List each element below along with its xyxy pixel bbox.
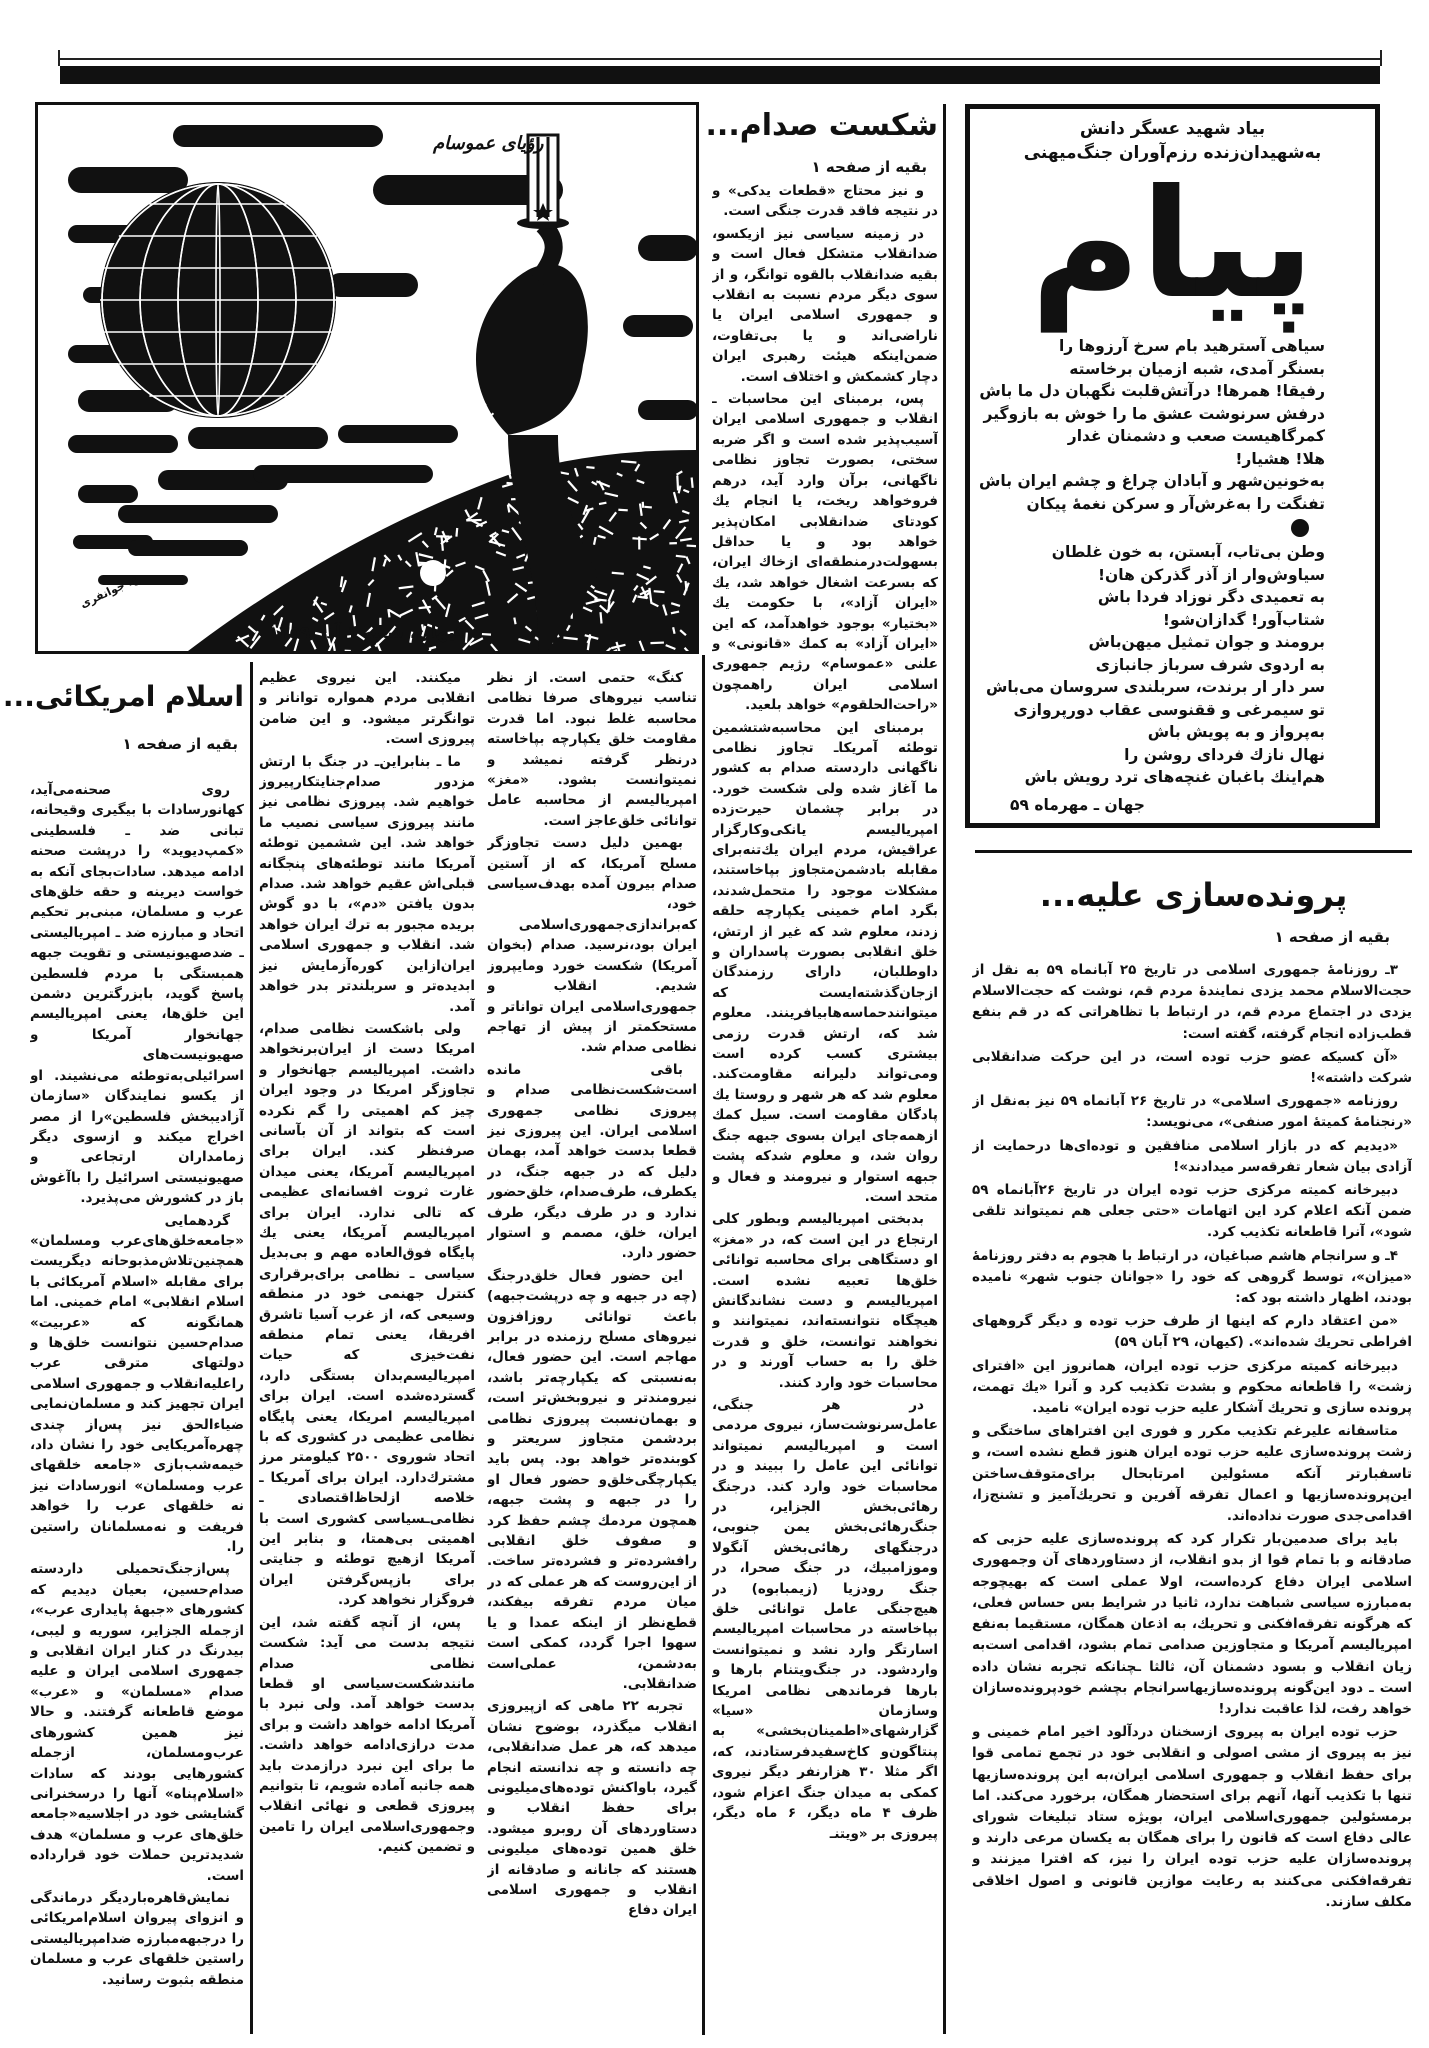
article-column [712,181,938,2036]
article-paragraph: دبیرخانه کمیته مرکزی حزب توده ایران، همانروز این «افترای زشت» را قاطعانه محکوم و بشدت تکذیب کرد و آنرا «یك تهمت، پرونده سازی و تحریك آشکار علیه حزب توده ایران» نامید. [972,1357,1412,1417]
skull-icon [420,560,446,586]
poem-line: هم‌اینك باغبان غنچه‌های ترد رویش باش [1024,768,1325,786]
continued-label: بقیه از صفحه ۱ [122,735,238,753]
article-title-parvandeh: پرونده‌سازی علیه... [1039,876,1348,914]
poem-line: درفش سرنوشت عشق ما را خوش به بازوگیر [983,404,1325,423]
article-paragraph: پس‌ازجنگ‌تحمیلی داردسته صدام‌حسین، بعیان دیدیم که کشورهای «جبههٔ پایداری عرب»، ازجمله الجزایر، سوریه و لیبی، بیدرنگ در کنار ایران انقلابی و جمهوری اسلامی ایران و علیه صدام «مسلمان» و «عرب» موضع قاطعانه گرفتند. و حالا نیز همین کشورهای عرب‌ومسلمان، ازجمله کشورهایی بودند که سادات «اسلام‌پناه» آنها را درسخنرانی گشایشی خود در اجلاسیه‌«جامعه خلق‌های عرب و مسلمان» هدف شدیدترین حملات خود قرارداده است. [30,1561,244,1884]
article-column [487,668,697,2036]
bone-mark [441,535,442,550]
article-paragraph: بدبختی امپریالیسم وبطور کلی ارتجاع در این است که، در «مغز» او دستگاهی برای محاسبه توانائی خلق‌ها تعبیه نشده است. امپریالیسم و دست نشاندگانش هیچگاه نتوانسته‌اند، نمیتوانند و نخواهند توانست، خلق و قدرت خلق را به حساب آورند و در محاسبات خود وارد کنند. [712,1211,938,1391]
bone-mark [676,556,686,557]
article-paragraph: «آن کسیکه عضو حزب توده است، در این حرکت ضدانقلابی شرکت داشته»! [972,1048,1412,1087]
column-rule [250,662,253,2034]
article-title-shekast: شکست صدام... [705,108,938,143]
bone-mark [692,477,693,487]
article-paragraph: «من اعتقاد دارم که اینها از طرف حزب توده و دیگر گروههای افراطی تحریك شده‌اند». (کیهان، ۲۹ آبان ۵۹) [972,1313,1412,1351]
article-paragraph: در هر جنگی، عامل‌سرنوشت‌ساز، نیروی مردمی است و امپریالیسم نمیتواند توانائی این عامل را ببیند و در محاسبات خود وارد کند. درجنگ رهائی‌بخش الجزایر، در جنگ‌رهائی‌بخش یمن جنوبی، درجنگهای رهائی‌بخش آنگولا وموزامبیك، در جنگ صحرا، در جنگ رودزیا (زیمبابوه) در هیچ‌جنگی عامل توانائی خلق بپاخاسته در محاسبات امپریالیسم اسارتگر وارد نشد و نمیتوانست واردشود. در جنگ‌ویتنام بارها و بارها فرماندهی نظامی امریکا وسازمان «سیا» گزارشهای«اطمینان‌بخشی» به پنتاگون‌و کاخ‌سفیدفرستادند، که، اگر مثلا ۳۰ هزارنفر دیگر نیروی کمکی به میدان جنگ اعزام شود، ظرف ۴ ماه دیگر، ۶ ماه دیگر، پیروزی بر «ویتنـ [712,1396,938,1842]
article-paragraph: «دیدیم که در بازار اسلامی منافقین و توده‌ای‌ها درحمایت از آزادی بیان شعار تفرقه‌سر میدادند»! [972,1137,1412,1175]
bone-mark [632,538,646,539]
bone-mark [654,591,665,592]
bone-mark [388,609,389,617]
article-column [30,780,244,2036]
cloud-shape [128,540,248,556]
cloud-shape [173,125,383,147]
article-paragraph: پس، از آنچه گفته شد، این نتیجه بدست می آید: شکست نظامی صدام مانندشکست‌سیاسی او قطعا بدست خواهد آمد. ولی نبرد با آمریکا ادامه خواهد داشت و برای مدت درازی‌ادامه خواهد داشت. ما برای این نبرد درازمدت باید همه جانبه آماده شویم، تا بتوانیم پیروزی قطعی و نهائی انقلاب وجمهوری‌اسلامی ایران را تامین و تضمین کنیم. [259,1614,475,1856]
column-rule [943,104,946,2034]
article-paragraph: این حضور فعال خلق‌درجنگ (چه در جبهه و چه درپشت‌جبهه) باعث توانائی روزافزون نیروهای مسلح رزمنده در برابر مهاجم است. این حضور فعال، به‌نسبتی که یکپارچه‌تر باشد، نیرومندتر و نیروبخش‌تر است، و بهمان‌نسبت پیروزی نظامی بردشمن متجاوز سریعتر و کوبنده‌تر خواهد بود. پس باید یکپارچگی‌خلق‌و حضور فعال او را در جبهه و پشت جبهه، همچون مردمك چشم حفظ کرد و صفوف خلق انقلابی رافشرده‌تر و فشرده‌تر ساخت. از این‌روست که هر عملی که در میان مردم تفرقه بیفکند، قطع‌نظر از اینکه عمدا و یا سهوا اجرا گردد، کمکی است به‌دشمن، عملی‌است ضدانقلابی. [487,1267,697,1692]
poem-dedication-2: به‌شهیدان‌زنده رزم‌آوران جنگ‌میهنی [1023,143,1322,163]
article-paragraph: میکنند. این نیروی عظیم انقلابی مردم همواره توانانر و توانگرتر میشود. و این ضامن پیروزی است. [259,670,475,748]
bone-mark [341,576,343,587]
article-paragraph: بهمین دلیل دست تجاوزگر مسلح آمریکا، که از آستین صدام بیرون آمده بهدف‌سیاسی خود، که‌براندازی‌جمهوری‌اسلامی ایران بود،نرسید. صدام (بخوان آمریکا) شکست خورد ومایپروز شدیم. انقلاب و جمهوری‌اسلامی ایران تواناتر و مستحکمتر از پیش از تهاجم نظامی صدام شد. [487,835,697,1056]
article-paragraph: گردهمایی «جامعه‌خلق‌های‌عرب ومسلمان» همچنین‌تلاش‌مذبوحانه دیگریست برای مقابله «اسلام آمریکائی با اسلام انقلابی» امام خمینی. اما همانگونه که «عربیت» صدام‌حسین نتوانست خلق‌ها و دولتهای مترقی عرب راعلیه‌انقلاب و جمهوری اسلامی ایران تجهیز کند و مسلمان‌نمایی ضیاءالحق نیز پس‌از چندی چهره‌آمریکایی خود را نشان داد، خیمه‌شب‌بازی «جامعه خلقهای عرب ومسلمان» انورسادات نیز نه خلقهای عرب را خواهد فریفت و نه‌مسلمانان راستین را. [30,1212,244,1556]
cartoon-title: رؤیای عموسام [433,133,544,154]
cloud-shape [253,465,433,483]
poem-line: کمرگاهیست صعب و دشمنان غدار [1067,427,1325,445]
bone-mark [687,546,696,547]
article-paragraph: تجربه ۲۲ ماهی که ازپیروزی انقلاب میگذرد، بوضوح نشان میدهد که، هر عمل ضدانقلابی، چه دانسته و چه ندانسته انجام گیرد، باواکنش توده‌های‌میلیونی برای حفظ انقلاب و دستاوردهای آن روبرو میشود. خلق همین توده‌های میلیونی هستند که جانانه و صادقانه از انقلاب و جمهوری اسلامی ایران دفاع [487,1698,697,1919]
article-title-eslam: اسلام امریکائی... [2,680,244,713]
poem-line: تفنگت را به‌غرش‌آر و سرکن نغمهٔ پیکان [1026,494,1325,513]
bone-mark [677,476,678,491]
poem-stanza-2 [986,541,1325,789]
article-paragraph: نمایش‌قاهره‌باردیگر درماندگی و انزوای پیروان اسلام‌امریکائی را درجبهه‌مبارزه ضدامپریالیستی راستین خلقهای عرب و مسلمان منطقه بثبوت رسانید. [30,1889,244,1988]
poem-box [965,104,1380,828]
bone-mark [621,461,636,462]
poem-line: رفیقا! همرها! درآتش‌قلبت نگهبان دل ما باش [979,382,1325,400]
figure-neck [538,225,554,280]
header-rule [58,58,1382,60]
cloud-shape [328,273,418,297]
cloud-shape [68,435,178,453]
article-paragraph: روزنامه «جمهوری اسلامی» در تاریخ ۲۶ آبانماه ۵۹ نیز به‌نقل از «رنجنامهٔ کمیتهٔ امور صنفی»، می‌نویسد: [972,1093,1412,1131]
poem-line: سر دار ار برندت، سربلندی سروسان می‌باش [985,678,1325,696]
continued-label: بقیه از صفحه ۱ [1274,928,1390,946]
article-column [259,668,475,2036]
header-rule-right [1380,50,1382,66]
continued-label: بقیه از صفحه ۱ [811,158,927,176]
bone-mark [618,510,627,511]
bone-mark [594,599,606,600]
cloud-shape [638,235,696,261]
header-rule-left [58,50,60,66]
article-paragraph: و نیز محتاج «قطعات یدکی» و در نتیجه فاقد قدرت جنگی است. [712,183,938,220]
poem-line: برومند و جوان تمثیل میهن‌باش [1088,633,1325,651]
article-paragraph: روی صحنه‌می‌آید، کهانورسادات با بیگیری وقیحانه، تبانی ضد ـ فلسطینی «کمپ‌دیوید» را درپشت صحنه ادامه میدهد. سادات‌بجای آنکه به خواست دیرینه و حقه خلق‌های عرب و مسلمان، مبنی‌بر تحکیم اتحاد و مبارزه ضد ـ امپریالیستی ـ ضدصهیونیستی و تقویت جبهه همبستگی با مردم فلسطین پاسخ گوید، بابزرگترین دشمن این خلق‌ها، یعنی امپریالیسم جهانخوار آمریکا و صهیونیست‌های اسرائیلی‌به‌توطئه می‌نشیند. او از یکسو نمایندگان «سازمان آزادیبخش فلسطین»را از مصر اخراج میکند و ازسوی دیگر زمامداران ارتجاعی و صهیونیستی اسرائیل را باآغوش باز در کشورش می‌پذیرد. [30,782,244,1207]
poem-title: پیام [1030,158,1315,332]
bone-mark [686,581,687,591]
article-paragraph: ۳ـ روزنامهٔ جمهوری اسلامی در تاریخ ۲۵ آبانماه ۵۹ به نقل از حجت‌الاسلام محمد یزدی نمایندهٔ مردم قم، نوشت که حجت‌الاسلام یزدی در اجتماع مردم قم، در ارتباط با تظاهراتی که در قم بنفع قطب‌زاده انجام گرفته، گفته است: [972,962,1412,1042]
figure-sack [476,264,588,435]
poem-line: سیاهی آسترهید بام سرخ آرزوها را [1058,337,1325,355]
bone-mark [508,505,509,513]
globe-icon [100,182,336,418]
article-paragraph: در زمینه سیاسی نیز ازیکسو، ضدانقلاب متشکل فعال است و بقیه ضدانقلاب بالقوه توانگر، و از سوی دیگر مردم نسبت به انقلاب و جمهوری اسلامی ایران یا ناراضی‌اند و یا بی‌تفاوت، ضمن‌اینکه هیئت رهبری ایران دچار کشمکش و اختلاف است. [712,225,938,385]
poem-source: جهان ـ مهرماه ۵۹ [1010,796,1145,814]
poem-line: هلا! هشیار! [1235,449,1325,468]
poem-line: به‌پرواز و به پویش باش [1147,723,1325,741]
bone-mark [456,528,457,537]
poem-line: نهال نازك فردای روشن را [1124,745,1325,764]
article-paragraph: پس، برمبنای این محاسبات ـ انقلاب و جمهوری اسلامی ایران آسیب‌پذیر شده است و اگر ضربه سختی، بصورت تجاوز نظامی ناگهانی، برآن وارد آید، درهم فروخواهد ریخت، یا انجام یك کودتای ضدانقلابی امکان‌پذیر خواهد بود و یا حداقل بسهولت‌درمنطقه‌ای ازخاك ایران، که بسرعت اشغال خواهد شد، یك «ایران آزاد»، با حکومت یك «بختیار» بوجود خواهدآمد، که این «ایران آزاد» به کمك «قانونی» و علنی «عموسام» رژیم جمهوری اسلامی ایران راهمچون «راحت‌الحلقوم» خواهد بلعید. [712,391,938,714]
poem-line: به‌خونین‌شهر و آبادان چراغ و چشم ایران باش [979,472,1325,490]
bullet-icon [1291,519,1309,537]
header-bar [60,66,1380,84]
cartoon-caption: کیهان، شنبه ۱ آذر ۱۳۵۹ [268,623,466,643]
cloud-shape [118,505,278,523]
bone-mark [586,467,594,468]
poem-line: سیاوش‌وار از آذر گذرکن هان! [1097,565,1325,584]
article-paragraph: باقی مانده است‌شکست‌نظامی صدام و پیروزی نظامی جمهوری اسلامی ایران. این پیروزی نیز قطعا بدست خواهد آمد، بهمان دلیل که در جبهه جنگ، در یکطرف، طرف‌صدام، خلق‌حضور ندارد و در طرف دیگر، طرف ایران، خلق، مصمم و استوار حضور دارد. [487,1061,697,1262]
cartoon-signature: ع. جوانفری [78,572,141,611]
poem-line: بسنگر آمدی، شبه ازمیان برخاسته [1069,359,1325,378]
cartoon-box [35,102,699,654]
article-paragraph: ولی باشکست نظامی صدام، امریکا دست از ایران‌برنخواهد داشت. امپریالیسم جهانخوار و تجاوزگر امریکا در وجود ایران چیز کم اهمیتی را گم نکرده است که بتواند از آن بآسانی صرفنظر کند. ایران برای امپریالیسم آمریکا، یعنی میدان غارت ثروت افسانه‌ای عظیمی که تالی ندارد. ایران برای امپریالیسم آمریکا، یعنی یك پایگاه فوق‌العاده مهم و بی‌بدیل سیاسی ـ نظامی برای‌برقراری کنترل جهنمی خود در منطقه وسیعی که، از غرب آسیا تاشرق افریقا، یعنی تمام منطقه نفت‌خیزی که حیات امپریالیسم‌بدان بستگی دارد، گسترده‌شده است. ایران برای امپریالیسم امریکا، یعنی پایگاه نظامی عظیمی در کشوری که با اتحاد شوروی ۲۵۰۰ کیلومتر مرز مشترك‌دارد. ایران برای آمریکا ـ خلاصه‌ ازلحاظ‌اقتصادی ـ نظامی‌ـسیاسی کشوری است با اهمیتی بی‌همتا، و بنابر این آمریکا ازهیچ توطئه و جنایتی برای بازپس‌گرفتن ایران فروگزار نخواهد کرد. [259,1020,475,1609]
cloud-shape [68,167,188,193]
article-paragraph: ۴ـ و سرانجام هاشم صباغیان، در ارتباط با هجوم به دفتر روزنامهٔ «میزان»، توسط گروهی که خود را «جوانان جنوب شهر» نامیده بودند، اظهار داشته بود که: [972,1247,1412,1307]
article-paragraph: برمبنای این محاسبه‌شتشمین توطئه آمریکاـ تجاوز نظامی ناگهانی داردسته صدام به کشور ما آغاز شده ولی شکست خورد. در برابر چشمان حیرت‌زده امپریالیسم یانکی‌وکارگزار عراقیش، مردم ایران یك‌تنه‌برای مقابله بادشمن‌متجاوز بپاخاستند، مشکلات موجود را متحمل‌شدند، بگرد امام خمینی یکپارچه حلقه زدند، معلوم شد که غیر از ارتش، خلق انقلابی بصورت پاسداران و داوطلبان، دارای رزمندگان ازجان‌گذشته‌ایست که میتوانندحماسه‌هابیافرینند. معلوم شد که، ارتش قدرت رزمی بیشتری کسب کرده است ومی‌تواند دلیرانه مقاومت‌کند. معلوم شد که هر شهر و روستا یك پادگان مقاومت است. سیل کمك ازهمه‌جای ایران بسوی جبهه جنگ روان شد، و معلوم شدکه پشت جبهه استوار و نیرومند و فعال و متحد است. [712,719,938,1205]
bone-mark [419,607,431,608]
article-paragraph: متاسفانه علیرغم تکذیب مکرر و فوری این افتراهای ساختگی و زشت پرونده‌سازی علیه حزب توده ایران هنوز قطع نشده است، و تاسفبارتر آنکه مسئولین امرتابحال برای‌متوقف‌ساختن این‌پرونده‌سازیها و اعمال تفرقه آفرین و تحریك‌آمیز و تشنج‌زا، اقدامی‌جدی صورت نداده‌اند. [972,1423,1412,1525]
section-divider [975,850,1412,853]
poem-line: به تعمیدی دگر نوزاد فردا باش [1097,588,1325,606]
cloud-shape [78,485,138,503]
cloud-shape [338,425,458,443]
article-paragraph: کنگ» حتمی است. از نظر تناسب نیروهای صرفا نظامی محاسبه غلط نبود. اما قدرت مقاومت خلق یکپارچه بپاخاسته درنظر گرفته نمیشد و نمیتوانست بشود. «مغز» امپریالیسم از محاسبه عامل توانائی خلق‌عاجز است. [487,670,697,829]
bone-mark [601,612,602,623]
poem-line: به اردوی شرف سرباز جانبازی [1095,655,1325,674]
cloud-shape [638,400,696,420]
cloud-shape [623,315,693,337]
cloud-shape [188,427,328,449]
cartoon-illustration [38,105,696,651]
poem-line: وطن بی‌تاب، آبستن، به خون غلطان [1051,543,1325,561]
column-rule [702,655,705,2035]
article-paragraph: حزب توده ایران به پیروی ازسخنان درد‌آلود اخیر امام خمینی و نیز به پیروی از مشی اصولی و انقلابی خود در تجمع تمامی قوا برای حفظ انقلاب و جمهوری اسلامی ایران،به این پرونده‌سازیها تنها با تکذیب آنها، آنهم برای استحضار همگان، برخورد می‌کند. اما برمسئولین جمهوری‌اسلامی ایران، بویژه ستاد تبلیغات شورای عالی دفاع است که قانون را برای همگان به یکسان مرعی دارند و پرونده‌سازان علیه حزب توده ایران را نیز، که افترا میزنند و تفرقه‌افکنی می‌کنند به رعایت موازین قانونی و اصول اخلاقی مکلف سازند. [972,1724,1412,1910]
article-paragraph: ما ـ بنابراین‌ـ در جنگ با ارتش مزدور صدام‌جنایتکارپیروز خواهیم شد. پیروزی نظامی نیز مانند پیروزی سیاسی نصیب ما خواهد شد. این ششمین توطئه آمریکا مانند توطئه‌های پنجگانه قبلی‌اش عقیم خواهد شد. صدام بدون یافتن «دم»، با دو گوش بریده مجبور به ترك ایران خواهد شد. انقلاب و جمهوری اسلامی ایران‌ازاین کوره‌آزمایش نیز ابدیده‌تر و سربلندتر بدر خواهد آمد. [259,753,475,1015]
poem-stanza-1 [979,335,1325,515]
bone-mark [599,503,606,504]
bone-mark [612,573,624,574]
article-paragraph: دبیرخانه کمیته مرکزی حزب توده ایران در تاریخ ۲۶آبانماه ۵۹ ضمن آنکه اعلام کرد این اتهامات «حتی جعلی هم نمیتواند تلقی شود»، آنرا قاطعانه تکذیب کرد. [972,1182,1412,1241]
bone-mark [333,643,334,651]
poem-dedication-1: بیاد شهید عسگر دانش [1079,119,1266,139]
poem-line: شتاب‌آور! گدازان‌شو! [1162,610,1325,629]
poem-line: تو سیمرغی و ققنوسی عقاب دورپروازی [1013,700,1325,719]
article-paragraph: باید برای صدمین‌بار تکرار کرد که پرونده‌سازی علیه حزبی که صادقانه و با تمام قوا از بدو انقلاب، از دستاوردهای آن وجمهوری اسلامی ایران دفاع کرده‌است، اولا عملی است که بهیچوجه به‌مبارزه سیاسی شباهت ندارد، ثانیا در شرایط بس حساس فعلی، که هرگونه تفرقه‌افکنی و تحریك، به اذعان همگان، مستقیما به‌نفع امپریالیسم آمریکا و متجاوزین صدامی تمام بشود، اقدامی است‌به زیان انقلاب و بسود دشمنان آن، ثالثا ـچنانکه تجربه نشان داده است ـ دود این‌گونه پرونده‌سازیها‌سرانجام بچشم خودپرونده‌سازان خواهد رفت، لذا عاقبت ندارد! [972,1531,1412,1717]
bone-mark [644,507,652,508]
article-column [972,960,1412,2036]
